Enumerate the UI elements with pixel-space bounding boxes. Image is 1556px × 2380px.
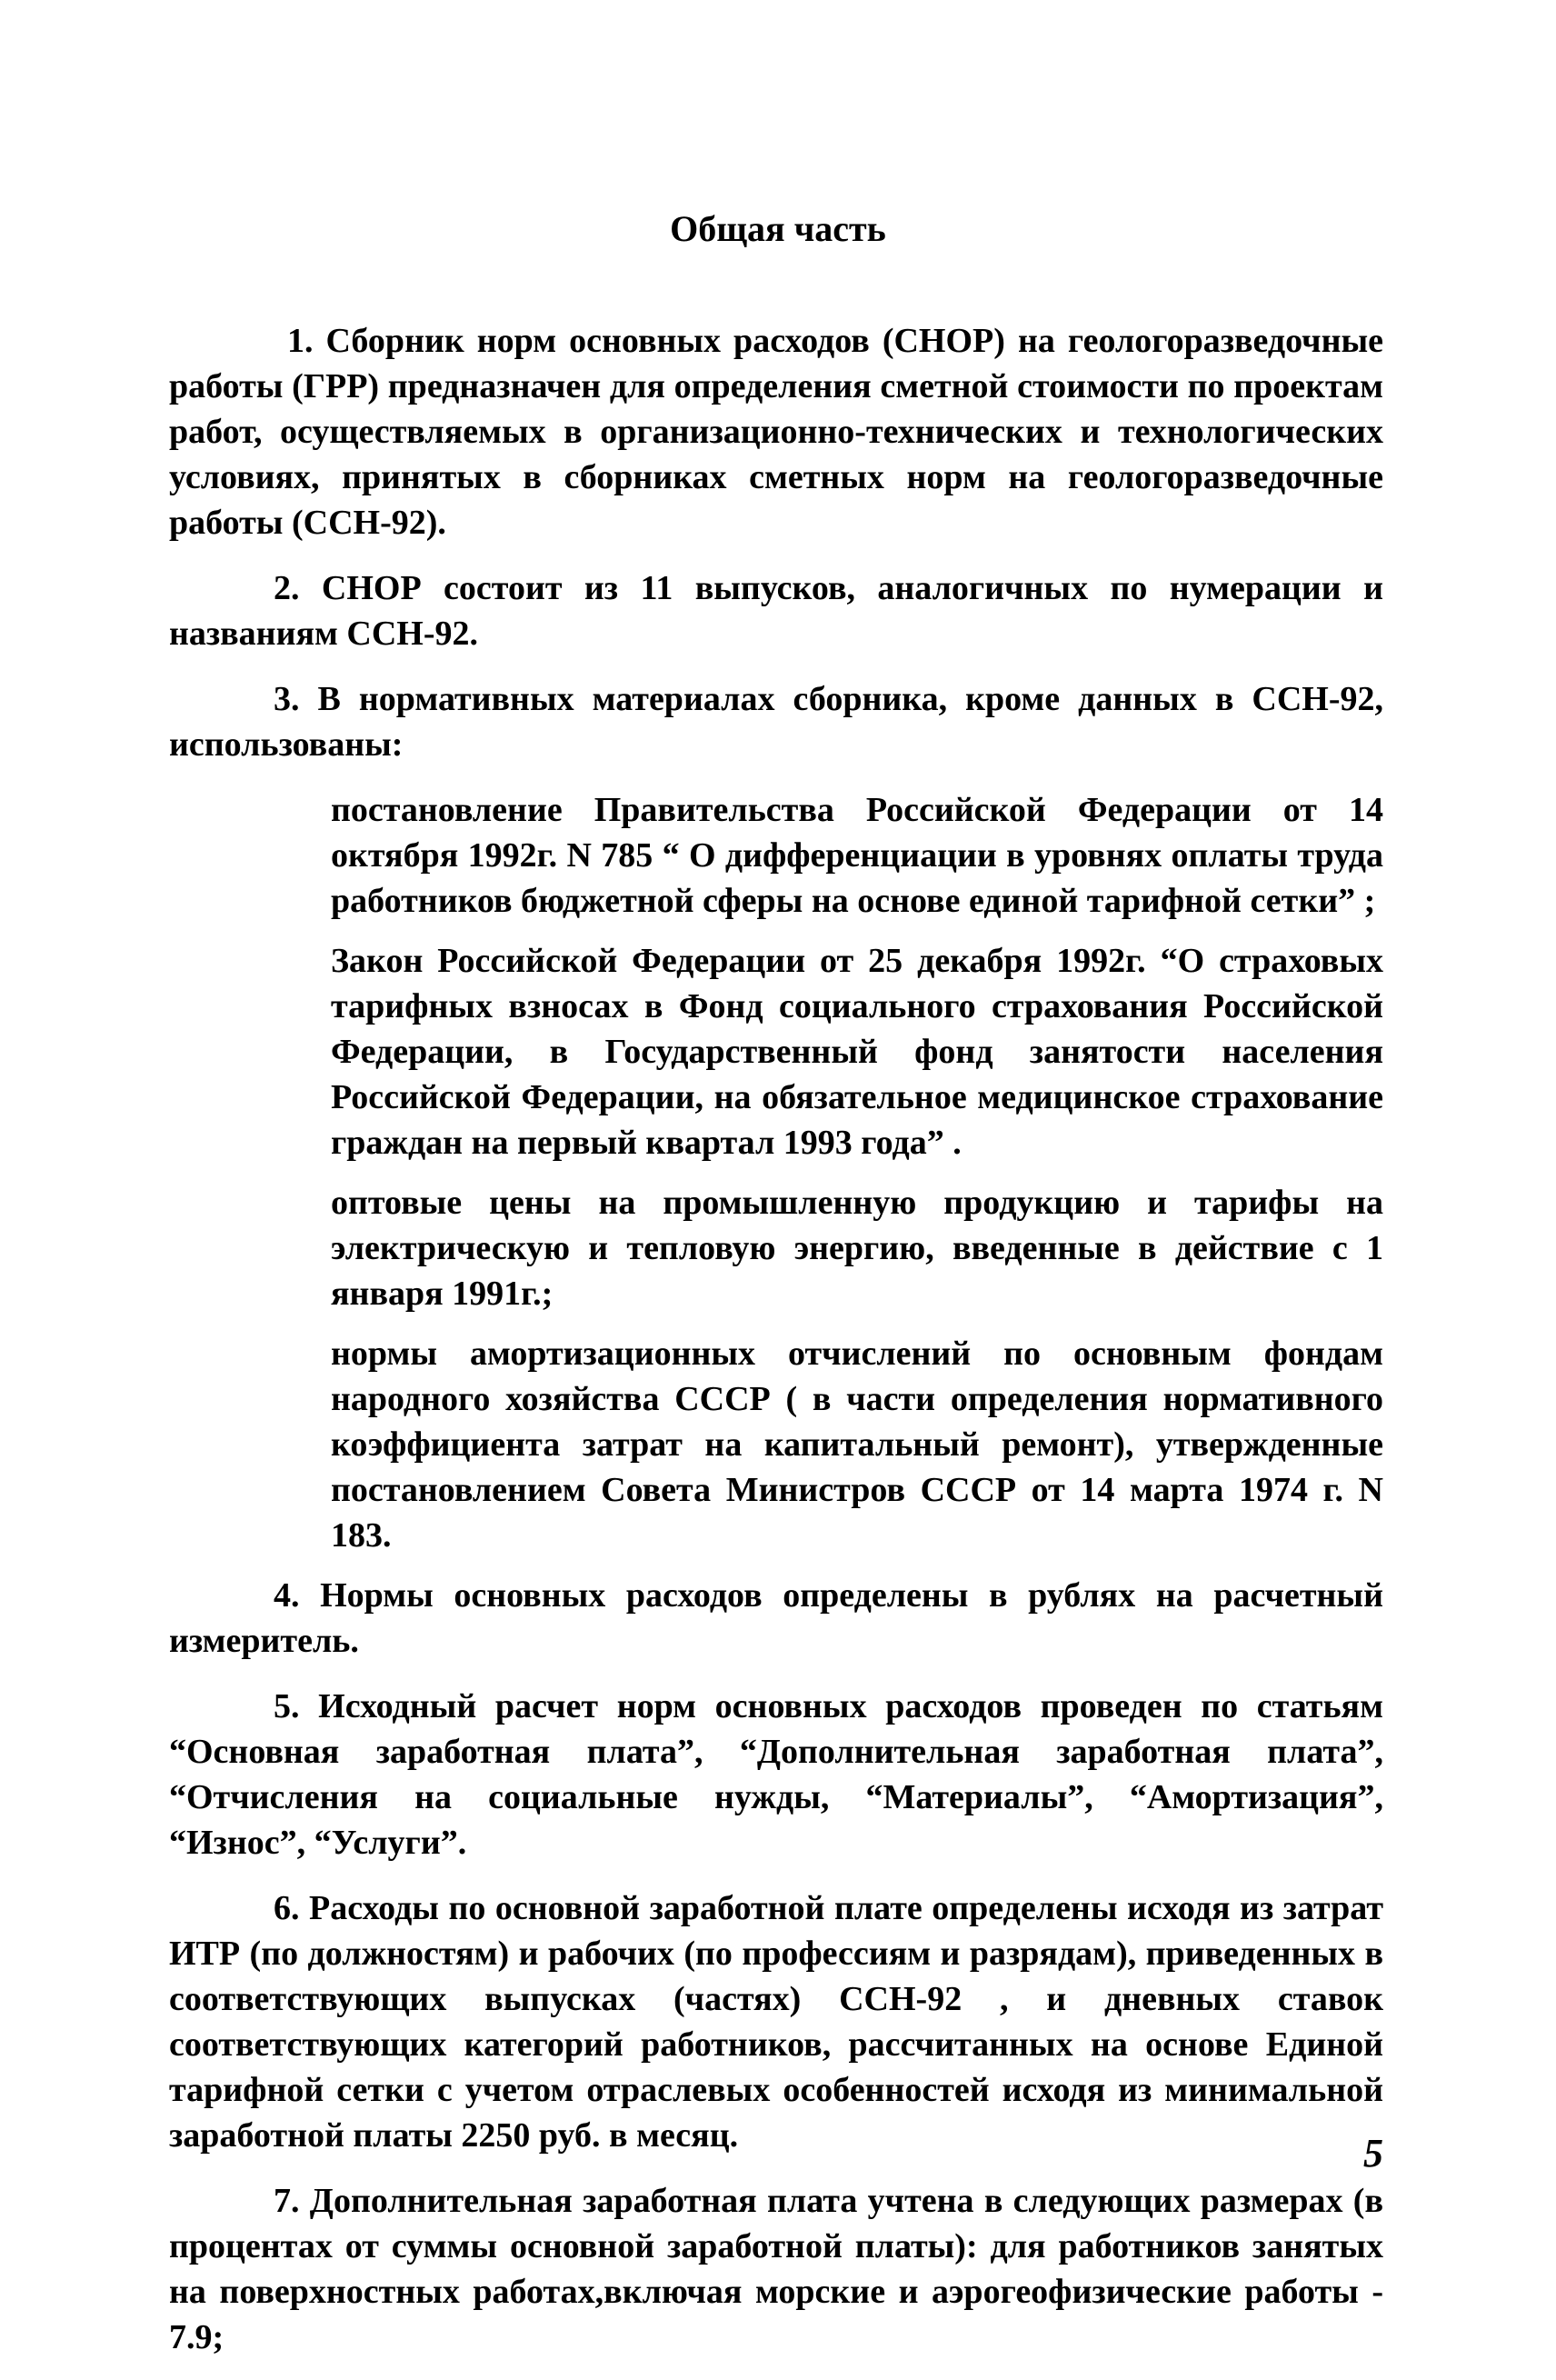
source-item: нормы амортизационных отчислений по основным фондам народного хозяйства СССР ( в части определения нормативного коэффициента затрат на капитальный ремонт), утвержденные постановлением Совета Министров СССР от 14 марта 1974 г. N 183.: [331, 1335, 1383, 1555]
paragraph-6: 6. Расходы по основной заработной плате определены исходя из затрат ИТР (по должностям) и рабочих (по профессиям и разрядам), приведенных в соответствующих выпусках (частях) ССН-92 , и дневных ставок соответствующих категорий работников, рассчитанных на основе Единой тарифной сетки с учетом отраслевых особенностей исходя из минимальной заработной платы 2250 руб. в месяц.: [169, 1889, 1383, 2155]
paragraph-7: 7. Дополнительная заработная плата учтена в следующих размерах (в процентах от суммы основной заработной платы): для работников занятых на поверхностных работах,включая морские и аэрогеофизические работы - 7.9;: [169, 2182, 1383, 2356]
paragraph-3: 3. В нормативных материалах сборника, кроме данных в ССН-92, использованы:: [169, 680, 1383, 764]
paragraph-2: 2. СНОР состоит из 11 выпусков, аналогичных по нумерации и названиям ССН-92.: [169, 569, 1383, 653]
source-item: оптовые цены на промышленную продукцию и тарифы на электрическую и тепловую энергию, введенные в действие с 1 января 1991г.;: [331, 1184, 1383, 1313]
page-number: 5: [1363, 2131, 1383, 2175]
paragraph-5: 5. Исходный расчет норм основных расходов проведен по статьям “Основная заработная плата”, “Дополнительная заработная плата”, “Отчисления на социальные нужды, “Материалы”, “Амортизация”, “Износ”, “Услуги”.: [169, 1687, 1383, 1862]
source-item: Закон Российской Федерации от 25 декабря 1992г. “О страховых тарифных взносах в Фонд социального страхования Российской Федерации, в Государственный фонд занятости населения Российской Федерации, на обязательное медицинское страхование граждан на первый квартал 1993 года” .: [331, 942, 1383, 1162]
document-body: [169, 318, 1383, 2380]
paragraph-4: 4. Нормы основных расходов определены в рублях на расчетный измеритель.: [169, 1576, 1383, 1660]
paragraph-1: 1. Сборник норм основных расходов (СНОР) на геологоразведочные работы (ГРР) предназначен для определения сметной стоимости по проектам работ, осуществляемых в организационно-технических и технологических условиях, принятых в сборниках сметных норм на геологоразведочные работы (ССН-92).: [169, 322, 1383, 542]
source-item: постановление Правительства Российской Федерации от 14 октября 1992г. N 785 “ О дифференциации в уровнях оплаты труда работников бюджетной сферы на основе единой тарифной сетки” ;: [331, 791, 1383, 920]
page-title: Общая часть: [670, 208, 886, 249]
